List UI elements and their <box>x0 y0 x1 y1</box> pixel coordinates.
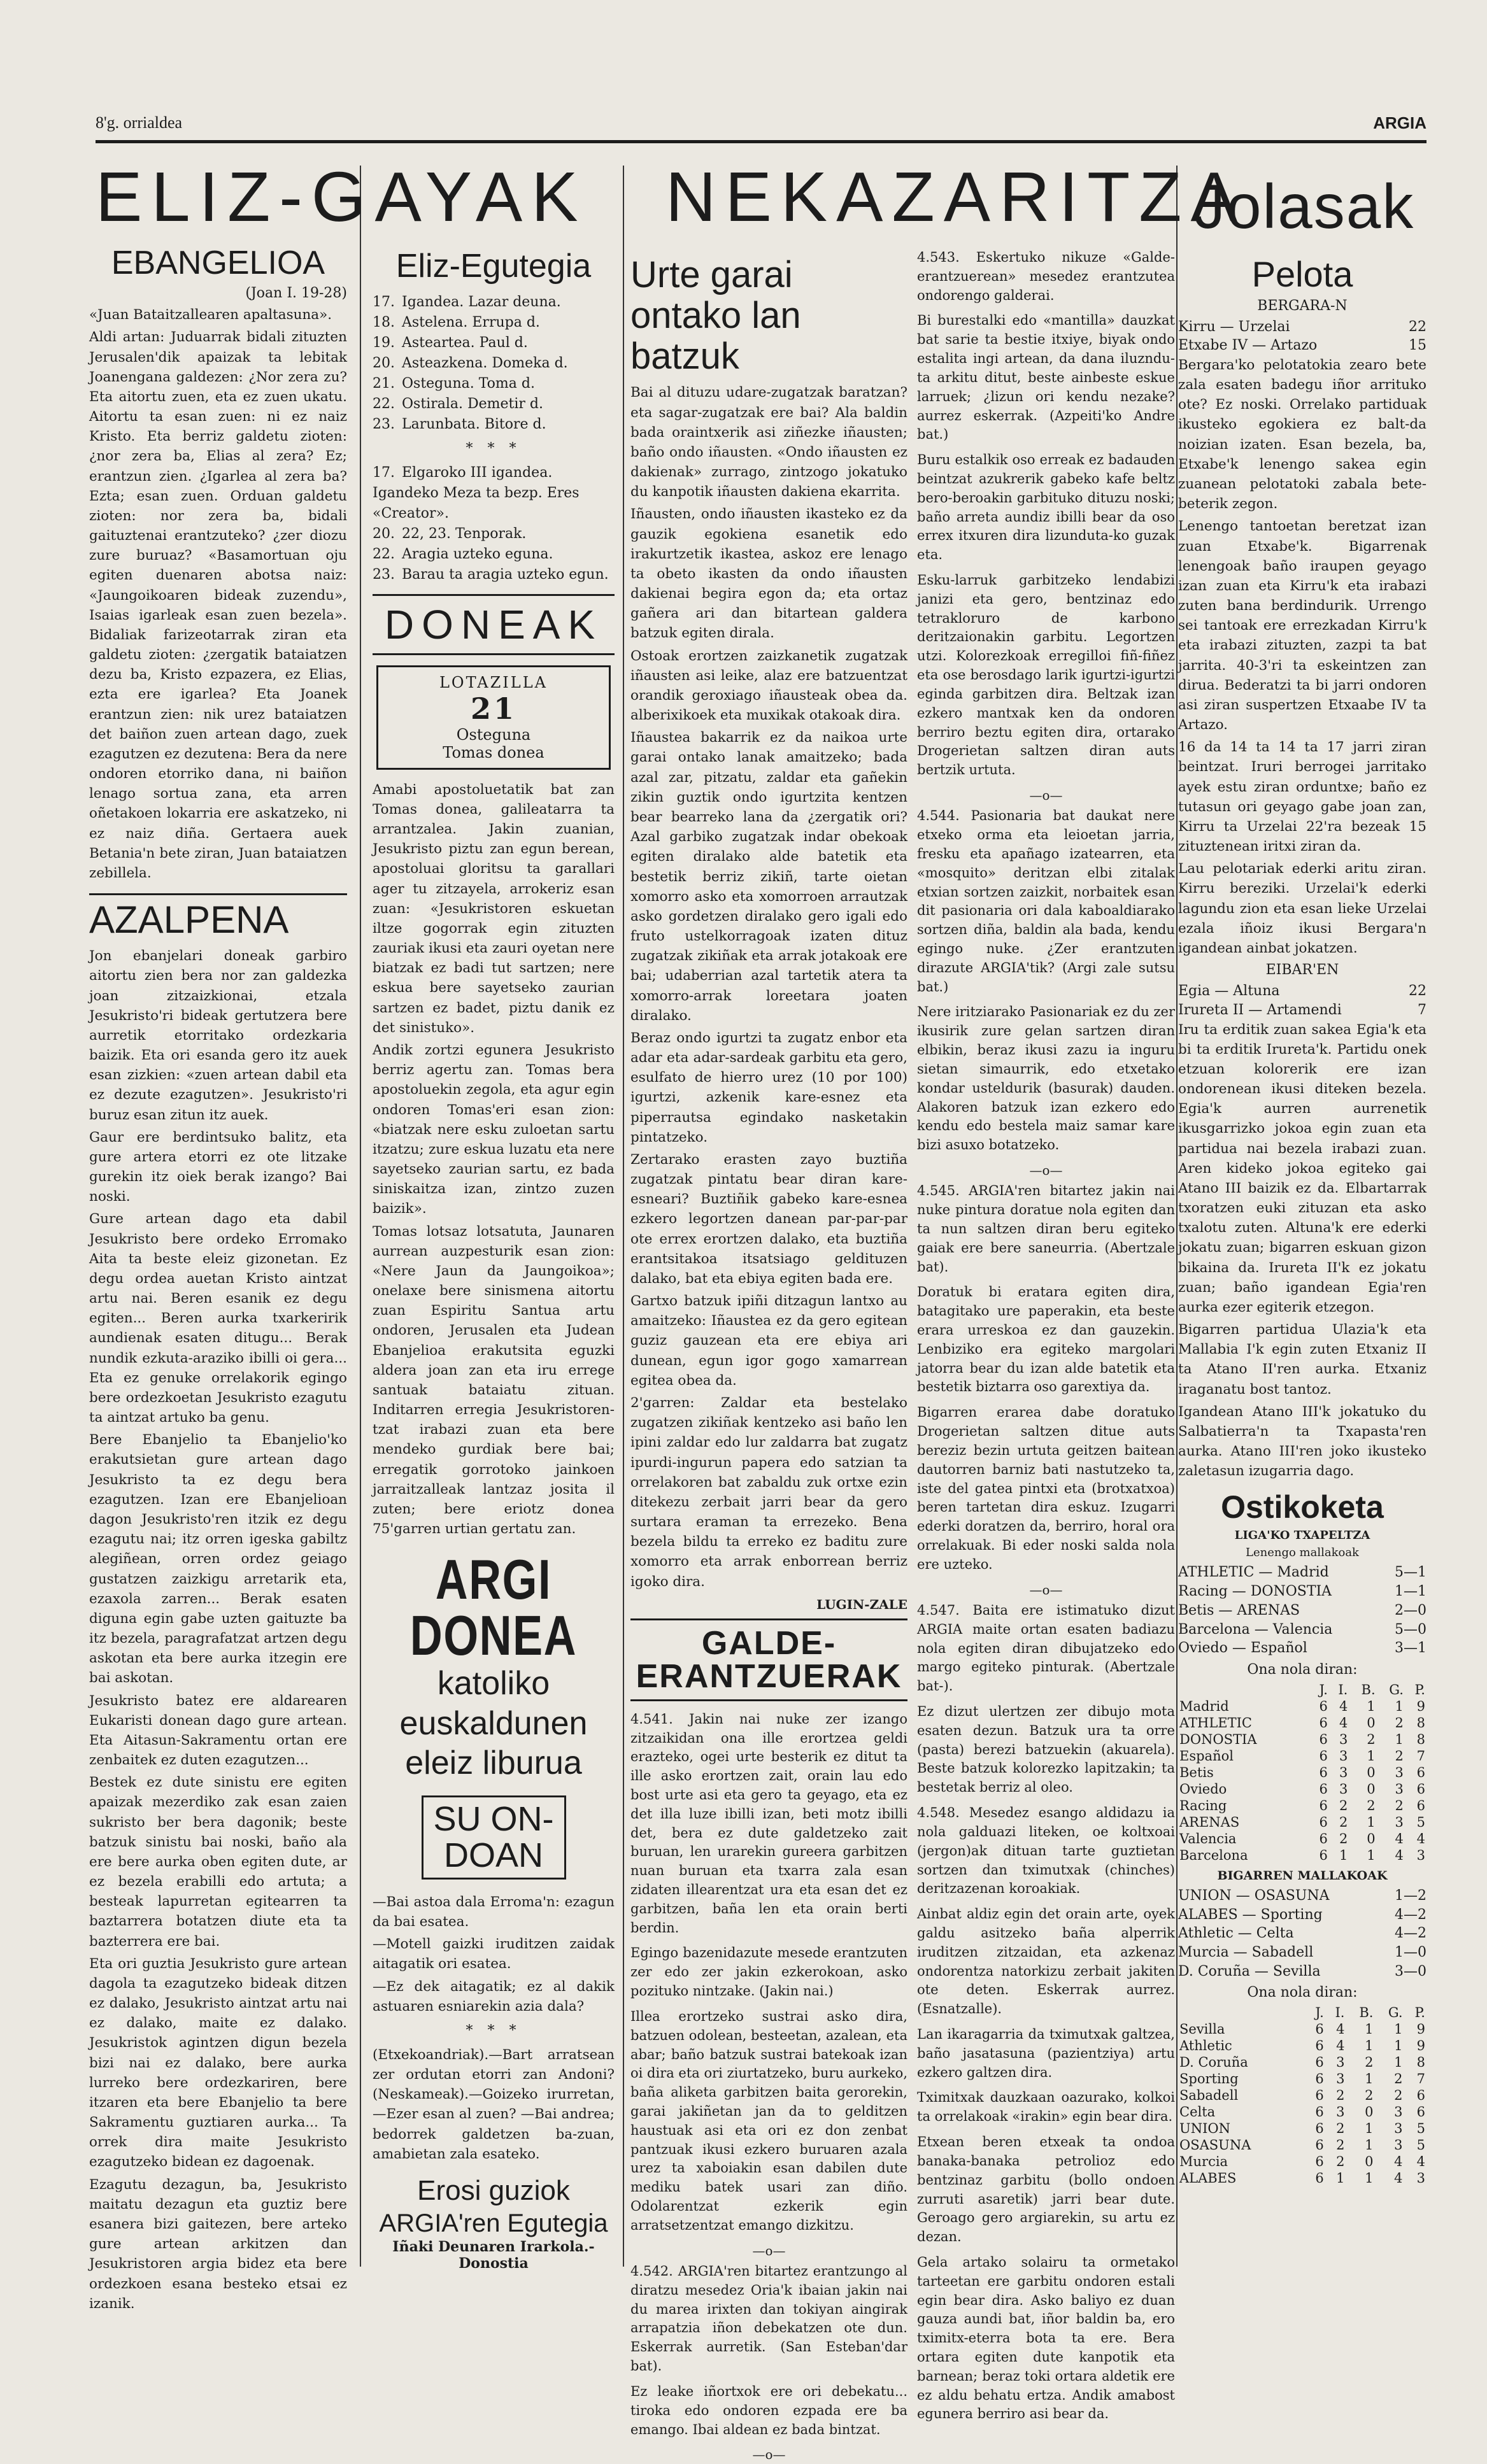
table-cell: Barcelona <box>1179 1847 1248 1863</box>
table-cell: 4 <box>1339 1715 1348 1731</box>
table-cell: Español <box>1179 1748 1234 1764</box>
table-row <box>1178 2037 1427 2054</box>
table-cell: 6 <box>1315 2154 1324 2170</box>
qa-list-2: 4.543. Eskertuko nikuze «Galde-erantzuerean» mesedez erantzutea ondorengo galderai. Bi burestalki edo «mantilla» dauzkat bat sarie ta bestie itxiye, biyak ondo estalita ingi artean, da dana iluzndu-ta arkitu ditut, beste ainbeste eskue larruek; ¿lizun ori kendu nezake? aurrez eskerrak. (Azpeiti'ko Andre bat.) Buru estalkik oso erreak ez badauden beintzat azukrerik gabeko kafe beltz bero-beroakin garbituko dituzu noski; baño arreta aundiz ibilli bear da oso errex itxuren dira lizunduta-ko guzak eta. Esku-larruk garbitzeko lendabizi janizi eta gero, bentzinaz edo tetrakloruro de karbono deritzaionakin garbitu. Legortzen utzi. Kolorezkoak erregilloi fiñ-fiñez eta ose berosdago larik igurtzi-igurtzi eginda garbitzen dira. Beltzak izan ezkero mantxak ken da ondoren berriro beztu egiten dira, ortarako Drogerietan saltzen diran auts bertzik urtuta. —o— 4.544. Pasionaria bat daukat nere etxeko orma eta leioetan jarria, fresku eta apañago izatearren, eta «mosquito» deritzan elbi zitalak etxian sortzen zaizkit, norbaitek esan dit pasionaria ori dala kaboaldiarako sortzen diña, baldin ala bada, kendu egingo nuke. ¿Zer erantzuten dirazute ARGIA'tik? (Argi zale sutsu bat.) Nere iritziarako Pasionariak ez du zer ikusirik zure gelan sartzen diran elbikin, beraz ikusi zazu ia inguru sietan simaurrik, edo etxetako kondar usteldurik (basurak) dauden. Alakoren batzuk izan ezkero edo kendu edo bestela maiz samar kare bizi asuxo botatzeko. —o— 4.545. ARGIA'ren bitartez jakin nai nuke pintura doratue nola egiten dan ta nun saltzen diran beru egiteko gaiak ere bere saneurria. (Abertzale bat). Doratuk bi eratara egiten dira, batagitako ure paperakin, eta beste erara urreskoa ez dan gauzekin. Lenbiziko era egiteko margolari jatorra bear du izan alde batetik eta bestetik biztarra oso garextiya da. Bigarren erarea dabe doratuko Drogerietan saltzen ditue auts bereziz bezin urtuta geitzen baitean dautorren barniz bati nastutzeko ta, iste del gatea pintxi eta (brotxatxoa) beren tartetan dira eskuz. Izugarri ederki doratzen da, berriro, horal ora orrelakuak. Bi eder noski salda nola ere uzteko. —o— 4.547. Baita ere istimatuko dizut ARGIA maite ortan esaten badiazu nola egiten diran dibujatzeko edo margo egiteko pinturak. (Abertzale bat-). Ez dizut ulertzen zer dibujo mota esaten dezun. Batzuk ura ta orre (pasta) berezi batzuekin (akuarela). Beste batzuk kolorezko lapitzakin; ta bestetak berriz al oleo. 4.548. Mesedez esango aldidazu ia nola galduazi liteken, oe koltxoai (jergon)ak dituan tarte guztietan sortzen dan tximutxak (chinches) deritzazenan koroakiak. Ainbat aldiz egin det orain arte, oyek galdu asitzeko baña alperrik iruditzen zitzaidan, eta azkenaz ondorentza natorkizu zerbait jakiten ote deten. Eskerrak aurrez. (Esnatzalle). Lan ikaragarria da tximutxak galtzea, baño jasatasuna (pazientziya) artu ezkero galtzen dira. Tximitxak dauzkaan oazurako, kolkoi ta orrelakoak «irakin» egin bear dira. Etxean beren etxeak ta ondoa banaka-banaka petrolioz edo bentzinaz garbitu (bollo ondoen zurruti asaretik) jarri bear dute. Geroago gero argiarekin, su artu ez dezan. Gela artako solairu ta ormetako tarteetan ere garbitu ondoren estali egin bear dira. Asko baliyo ez duan gauza aundi bat, iñor baldin ba, ero tximitx-eterra bota ta ere. Bera ortara egiten dute kanpotik eta barnean; beraz toki ortara aldetik ere ez aldu behatu ertza. Andik amabost egunera berriro asi bear da. <box>917 250 1175 2422</box>
liga-results <box>1178 1563 1427 1657</box>
table-cell: 2 <box>1394 2088 1403 2104</box>
result-row: ATHLETIC — Madrid 5—1 <box>1178 1564 1427 1581</box>
eibar-results <box>1178 982 1427 1019</box>
table-cell: 8 <box>1416 1715 1425 1731</box>
table-cell: ARENAS <box>1179 1814 1240 1830</box>
table-cell: 1 <box>1367 1748 1376 1764</box>
liga-subtitle: Lenengo mallakoak <box>1246 1546 1359 1560</box>
calendar-item: 22. Aragia uzteko eguna. <box>373 546 553 562</box>
coming-soon-box: SU ON- DOAN <box>422 1795 566 1879</box>
joke-2: (Etxekoandriak).—Bart arratsean zer ordutan etorri zan Andoni? (Neskameak).—Goizeko irurretan, —Ezer esan al zuen? —Bai andrea; bedorrek galdetzen ba-zuan, amabietan zala esateko. <box>373 2046 615 2162</box>
table-cell: 4 <box>1394 2154 1403 2170</box>
table-header-cell: J. <box>1315 2005 1324 2021</box>
table-cell: 6 <box>1319 1715 1328 1731</box>
table-cell: 6 <box>1319 1830 1328 1846</box>
table-cell: Murcia <box>1179 2154 1228 2170</box>
table-cell: 6 <box>1416 2104 1425 2120</box>
calendar-item: 20. Asteazkena. Domeka d. <box>373 355 568 371</box>
table-cell: 1 <box>1365 2137 1374 2153</box>
table-cell: 6 <box>1319 1797 1328 1813</box>
table-cell: 6 <box>1319 1731 1328 1747</box>
table-cell: 6 <box>1315 2071 1324 2087</box>
table-cell: 6 <box>1416 1781 1425 1797</box>
table-cell: 2 <box>1395 1748 1404 1764</box>
table-header-cell: B. <box>1361 1682 1376 1697</box>
result-row: Etxabe IV — Artazo 15 <box>1178 337 1427 354</box>
galde-erantzuerak-heading-box: GALDE-ERANTZUERAK <box>630 1618 907 1701</box>
nekazaritza-heading: NEKAZARITZA <box>665 158 1246 236</box>
table-cell: 8 <box>1416 1731 1425 1747</box>
table-cell: 4 <box>1394 2170 1403 2186</box>
column-divider <box>623 166 624 2267</box>
calendar-item: 22. Ostirala. Demetir d. <box>373 395 543 412</box>
result-row: Athletic — Celta 4—2 <box>1178 1925 1427 1942</box>
table-cell: 1 <box>1339 1847 1348 1863</box>
table-cell: 2 <box>1339 1830 1348 1846</box>
table-cell: 4 <box>1416 2154 1425 2170</box>
jokes: —Bai astoa dala Erroma'n: ezagun da bai esatea. —Motell gaizki iruditzen zaidak aitagatik ori esatea. —Ez dek aitagatik; ez al dakik astuaren esniarekin azia dala? <box>373 1894 615 2014</box>
calendar-list-2 <box>373 463 615 584</box>
table-header-cell: G. <box>1388 2005 1403 2021</box>
table-cell: 2 <box>1395 1797 1404 1813</box>
table-cell: 2 <box>1336 2154 1345 2170</box>
table-cell: 1 <box>1367 1814 1376 1830</box>
calendar-item: 20. 22, 23. Tenporak. <box>373 526 527 542</box>
table2-title: Ona nola diran: <box>1247 1985 1358 2001</box>
table-header-cell: P. <box>1414 1682 1425 1697</box>
column-jolasak <box>1178 255 1427 2292</box>
table-cell: 8 <box>1416 2055 1425 2071</box>
table-cell: 1 <box>1394 2038 1403 2054</box>
table-header-cell: I. <box>1335 2005 1345 2021</box>
table-cell: 1 <box>1365 2121 1374 2137</box>
pelota-heading: Pelota <box>1251 254 1353 294</box>
table-cell: 6 <box>1319 1814 1328 1830</box>
table-cell: 3 <box>1336 2071 1345 2087</box>
table-header-cell: I. <box>1338 1682 1348 1697</box>
table-cell: Celta <box>1179 2104 1216 2120</box>
table-row <box>1178 1781 1427 1797</box>
result-row: Murcia — Sabadell 1—0 <box>1178 1944 1427 1960</box>
column-divider <box>360 166 361 2267</box>
table-cell: 6 <box>1416 1797 1425 1813</box>
table-cell: 2 <box>1339 1814 1348 1830</box>
table-row <box>1178 1715 1427 1731</box>
table-header-cell <box>1178 1682 1311 1698</box>
calendar-item: 19. Asteartea. Paul d. <box>373 334 528 351</box>
table-cell: 1 <box>1367 1847 1376 1863</box>
table-cell: Oviedo <box>1179 1781 1227 1797</box>
table-cell: 6 <box>1416 2088 1425 2104</box>
result-row: Egia — Altuna 22 <box>1178 983 1427 1000</box>
ad-subtitle: katoliko euskaldunen eleiz liburua <box>399 1665 588 1782</box>
table-cell: 2 <box>1394 2071 1403 2087</box>
table-cell: 6 <box>1315 2055 1324 2071</box>
doneak-heading: DONEAK <box>373 594 615 655</box>
article-headline: Urte garai ontako lan batzuk <box>630 254 801 377</box>
qa-list: 4.541. Jakin nai nuke zer izango zitzaikidan ona ille erortzea geldi erazteko, ogei urte besterik ez ditut ta ille asko erortzen zait, orain lau edo bost urte asi eta gero ta geyago, eta ez det illa luze ibilli izan, beti motz ibilli det, bera ez dute galdetzeko zait buruan, len urarekin gureera garbitzen nuan buruan eta txarra zala esan zidaten illearentzat ura eta esan det ez garbitzen, baña len eta orain berti berdin. Egingo bazenidazute mesede erantzuten zer edo zer jakin ezkerokoan, asko pozituko nintzake. (Jakin nai.) Illea erortzeko sustrai asko dira, batzuen odolean, besteetan, azalean, eta abar; baño batzuk sustrai batekoak izan oi dira eta ori ziurtatzeko, buru aurkeko, baña aliketa garbitzen baita gerorekin, garai jakiñetan jan da to gelditzen haustuak asi eta ori ez don zenbat pantzuak ikusi ezkero buruaren azala urez ta xaboiakin esan dabilen dute mediku batek usari zan diño. Odolarentzat ezkerik egin arratsetzentzat emango dizkitzu. —o— 4.542. ARGIA'ren bitartez erantzungo al diratzu mesedez Oria'k ibaian jakin nai du marea irixten dan tokiyan aingirak arrapatzia iñon debekatzen ote dun. Eskerrak aurretik. (San Esteban'dar bat). Ez leake iñortxok ere ori debekatu... tiroka edo ondoren ezpada ere ba emango. Ibai aldean ez bada bintzat. —o— <box>630 1711 908 2463</box>
table-cell: 6 <box>1315 2170 1324 2186</box>
table-cell: 4 <box>1336 2038 1345 2054</box>
table-cell: 4 <box>1395 1847 1404 1863</box>
result-row: D. Coruña — Sevilla 3—0 <box>1178 1963 1427 1979</box>
calendar-item: 17. Igandea. Lazar deuna. <box>373 294 561 311</box>
saint-name: Tomas donea <box>443 743 544 761</box>
table-cell: ALABES <box>1179 2170 1237 2186</box>
table-cell: 7 <box>1416 2071 1425 2087</box>
calendar-item: 23. Barau ta aragia uzteko egun. <box>373 566 609 583</box>
table-cell: 3 <box>1394 2121 1403 2137</box>
column-qa <box>917 248 1175 2422</box>
pelota-results <box>1178 318 1427 355</box>
table-cell: 5 <box>1416 2121 1425 2137</box>
table-cell: 7 <box>1416 1748 1425 1764</box>
table-header-cell <box>1178 2004 1306 2021</box>
table-header-cell: J. <box>1319 1682 1328 1697</box>
table-cell: Sevilla <box>1179 2021 1225 2037</box>
table-row <box>1178 1847 1427 1864</box>
result-row: Betis — ARENAS 2—0 <box>1178 1602 1427 1618</box>
table-cell: 6 <box>1315 2088 1324 2104</box>
table-cell: 2 <box>1365 2055 1374 2071</box>
table-row <box>1178 2021 1427 2037</box>
table-row <box>1178 1797 1427 1814</box>
calendar-item: 18. Astelena. Errupa d. <box>373 315 540 331</box>
table-cell: 3 <box>1395 1814 1404 1830</box>
result-row: Kirru — Urzelai 22 <box>1178 318 1427 335</box>
table-cell: 6 <box>1315 2121 1324 2137</box>
pelota-location: BERGARA-N <box>1257 297 1348 314</box>
calendar-item: 17. Elgaroko III igandea. Igandeko Meza ta bezp. Eres «Creator». <box>373 465 580 522</box>
table-cell: 0 <box>1367 1830 1376 1846</box>
table-cell: 2 <box>1395 1715 1404 1731</box>
table-cell: 3 <box>1394 2104 1403 2120</box>
table-row <box>1178 1764 1427 1781</box>
table-cell: 1 <box>1395 1731 1404 1747</box>
table-header-cell: G. <box>1389 1682 1404 1697</box>
table-cell: 6 <box>1319 1847 1328 1863</box>
table-row <box>1178 2137 1427 2153</box>
argi-donea-ad <box>373 1548 615 1880</box>
table-cell: 0 <box>1367 1715 1376 1731</box>
result-row: Barcelona — Valencia 5—0 <box>1178 1621 1427 1638</box>
table-row <box>1178 2087 1427 2104</box>
table-cell: 3 <box>1339 1764 1348 1780</box>
table-cell: 3 <box>1416 2170 1425 2186</box>
table-cell: 9 <box>1416 2038 1425 2054</box>
table-cell: 1 <box>1365 2170 1374 2186</box>
saint-weekday: Osteguna <box>456 725 531 744</box>
header-rule <box>96 140 1427 143</box>
table-cell: 6 <box>1319 1698 1328 1714</box>
table-cell: 1 <box>1394 2055 1403 2071</box>
table-cell: 3 <box>1416 1847 1425 1863</box>
table-cell: 3 <box>1336 2055 1345 2071</box>
table-cell: 0 <box>1367 1781 1376 1797</box>
table-header-cell: P. <box>1414 2005 1425 2021</box>
table-cell: 3 <box>1394 2137 1403 2153</box>
bigarren-results <box>1178 1887 1427 1981</box>
eibar-report: Iru ta erditik zuan sakea Egia'k eta bi ta erditik Irureta'k. Partidu onek etzuan kolorerik ere izan ondorenean ikusi diteken bezela. Egia'k aurren aurrenetik ikusgarrizko jokoa egin zuan eta partidua nai bezela irabazi zuan. Aren kideko jokoa egiteko gai Atano III baizik ez da. Elbartarrak txoratzen euki zituzan eta asko txalotu zuten. Altuna'k ere ederki jokatu zuan; bigarren eskuan gizon bikaina da. Irureta II'k ez jokatu zuan; baño igandean Egia'ren aurka ezer egiterik etzegon. Bigarren partidua Ulazia'k eta Mallabia I'k egin zuten Etxaniz II ta Atano II'ren aurka. Etxaniz iraganatu bost tantoz. Igandean Atano III'k jokatuko du Salbatierra'n ta Txapasta'ren aurka. Atano III'ren joko ikusteko zaletasun izugarria dago. <box>1178 1021 1427 1480</box>
table-cell: Athletic <box>1179 2038 1232 2054</box>
table1-title: Ona nola diran: <box>1247 1661 1358 1678</box>
result-row: ALABES — Sporting 4—2 <box>1178 1906 1427 1923</box>
table-cell: 6 <box>1319 1781 1328 1797</box>
table-cell: 3 <box>1339 1731 1348 1747</box>
table-header-row <box>1178 1682 1427 1698</box>
egutegia-heading: Eliz-Egutegia <box>395 248 592 285</box>
table-row <box>1178 2104 1427 2120</box>
eibar-heading: EIBAR'EN <box>1265 962 1339 979</box>
azalpena-heading: AZALPENA <box>89 893 347 941</box>
saint-text: Amabi apostoluetatik bat zan Tomas donea, galileatarra ta arrantzalea. Jakin zuanian, Jesukristo piztu zan egun berean, apostoluai gloritsu ta garallari ager tu zitzayela, arrokeriz esan zuan: «Jesukristoren eskuetan iltze gogorrak egin zituzten zauriak ikusi eta zauri oyetan nere biatzak ez badi tut sartzen; nere eskua bere sayetseko zaurian sartzen ez badet, piztu danik ez det sinistuko». Andik zortzi egunera Jesukristo berriz agertu zan. Tomas bera apostoluekin zegola, eta agur egin ondoren Tomas'eri esan zion: «biatzak nere esku zuloetan sartu itzatzu; zure eskua luzatu eta nere sayetseko zaurian sartu, ez bada siniskaitza izan, zintzo zuzen baizik». Tomas lotsaz lotsatuta, Jaunaren aurrean auzpesturik esan zion: «Nere Jaun da Jaungoikoa»; onelaxe bere sinismena aitortu zuan Espiritu Santua artu ondoren, Jerusalen eta Judean Ebanjelioa erakutsita eguzki aldera joan zan eta iru errege santuak bataiatu zituan. Inditarren erregia Jesukristoren-tzat irabazi zuan eta bere mendeko gurdiak bere bai; erregatik gorrotoko jainkoen jarraitzalleak lantzaz josita il zuten; bere eriotz donea 75'garren urtian gertatu zan. <box>373 781 615 1538</box>
table-cell: 6 <box>1315 2104 1324 2120</box>
table-cell: 4 <box>1416 1830 1425 1846</box>
table-cell: 0 <box>1367 1764 1376 1780</box>
table-cell: Valencia <box>1179 1830 1237 1846</box>
table-row <box>1178 2153 1427 2170</box>
table-cell: DONOSTIA <box>1179 1731 1257 1747</box>
separator-stars: * * * <box>466 441 522 457</box>
liga-title: LIGA'KO TXAPELTZA <box>1234 1529 1370 1543</box>
gospel-reference: (Joan I. 19-28) <box>245 285 347 302</box>
table-cell: 5 <box>1416 2137 1425 2153</box>
pelota-report: Bergara'ko pelotatokia zearo bete zala esaten badegu iñor arrituko ote? Ez noski. Orrelako partiduak ikusteko egokiera ez balt-da noizian izaten. Esan bezela, ba, Etxabe'k lenengo sakea egin zuanean pelotatoki zabala bete-beterik zegon. Lenengo tantoetan beretzat izan zuan Etxabe'k. Bigarrenak lenengoak baño iraupen geyago izan zuan eta Kirru'k eta irabazi zuten bana berdindurik. Urrengo sei tantoak ere errezkadan Kirru'k eta irabazi zituzten, zazpi ta bat jarrita. 40-3'ri ta eskeintzen zan dirua. Bederatzi ta bi jarri ondoren asi ziran suspertzen Etxaabe IV ta Artazo. 16 da 14 ta 14 ta 17 jarri ziran beintzat. Iruri berrogei jarritako ayek estu ziran orduntxe; baño ez tutasun ori geyago gabe joan zan, Kirru ta Urzelai 22'ra bezeak 15 zituztenean iritxi ziran da. Lau pelotariak ederki aritu ziran. Kirru bereziki. Urzelai'k ederki lagundu zion eta esan lieke Urzelai ezala iñoiz ikusi Bergara'n igandean ainbat jokatzen. <box>1178 357 1427 956</box>
table-row <box>1178 2170 1427 2186</box>
table-cell: 2 <box>1336 2137 1345 2153</box>
table-cell: 9 <box>1416 1698 1425 1714</box>
table-row <box>1178 1814 1427 1830</box>
table-cell: UNION <box>1179 2121 1230 2137</box>
saint-month: LOTAZILLA <box>439 673 548 691</box>
table-cell: 6 <box>1315 2021 1324 2037</box>
result-row: UNION — OSASUNA 1—2 <box>1178 1887 1427 1904</box>
table-header-cell: B. <box>1359 2005 1374 2021</box>
column-divider <box>1176 166 1178 2267</box>
table-cell: 1 <box>1365 2038 1374 2054</box>
table-cell: 1 <box>1365 2021 1374 2037</box>
table-cell: 2 <box>1336 2088 1345 2104</box>
article-text: Bai al dituzu udare-zugatzak baratzan? eta sagar-zugatzak ere bai? Ala baldin bada oraintxerik asi ziñezke iñausten; baño ondo iñausten. «Ondo iñausten ez dakienak» zurrago, zintzogo jokatuko du kanpotik iñausten dakiena ekarrita. Iñausten, ondo iñausten ikasteko ez da gauzik egokiena esanetik edo irakurtzetik ikastea, askoz ere lenago ta obeto ikasten da ondo iñausten dakienai begira egon da; eta ortaz gañera ari dan bitartean galdera batzuk egiten dirala. Ostoak erortzen zaizkanetik zugatzak iñausten asi leike, alaz ere batzuentzat orandik geroxiago iñausteak obea da. alberixikoek eta muxikak otakoak dira. Iñaustea bakarrik ez da naikoa urte garai ontako lanak amaitzeko; bada azal zar, pitzatu, zaldar eta gañekin zikin guztik ondo igurtzita kentzen bear bearreko lana da ¿zergatik ori? Azal garbiko zugatzak indar obekoak egiten diralako alde batetik eta bestetik berriz zikiñ, tarte oietan xomorro asko eta xomorroen arrautzak asko gordetzen diralako gero igali edo fruto ustelkorragoak izaten dituz zugatzak zikiñak eta arrak jotakoak ere bai; udaberrian azal tartetik atera ta xomorro-arrak loreetara joaten diralako. Beraz ondo igurtzi ta zugatz enbor eta adar eta adar-sardeak garbitu eta gero, esulfato de hierro urez (10 por 100) igurtzi, azkenik kare-esnez eta piperrautsa egindako nasketakin pintatzeko. Zertarako erasten zayo buztiña zugatzak pintatu bear diran kare-esneari? Buztiñik gabeko kare-esnea ezkero legortzen danean par-par-par ote errex erortzen dalako, eta buztiña erantsitakoa itsatsiago geldituzen dalako, bat eta ebiya egiten bada ere. Gartxo batzuk ipiñi ditzagun lantxo au amaitzeko: Iñaustea ez da gero egitean guziz gauzean eta ere ebiya ari dunean, egun igor gogo xamarrean egitea obea da. 2'garren: Zaldar eta bestelako zugatzen zikiñak kentzeko asi baño len ipini zaldar edo lur zaldarra bat zugatz ipurdi-ingurun papera edo satzian ta orrelakoren bat zabaldu zuk ortxe ezin ditekezu zerbait jarri bear da gero surtara eraman ta errezeko. Bena bezela bildu ta erreko ez baditu zure xomorro eta arrak enborrean berriz igoko dira. <box>630 385 907 1590</box>
ad-title: ARGI DONEA <box>409 1548 578 1667</box>
table-row <box>1178 2120 1427 2137</box>
result-row: Irureta II — Artamendi 7 <box>1178 1002 1427 1018</box>
page-number: 8'g. orrialdea <box>96 113 183 132</box>
saint-day: 21 <box>470 691 516 726</box>
table-cell: 4 <box>1336 2021 1345 2037</box>
table-cell: D. Coruña <box>1179 2055 1248 2071</box>
table-cell: 4 <box>1339 1698 1348 1714</box>
separator-stars: * * * <box>466 2022 522 2039</box>
table-row <box>1178 1698 1427 1715</box>
table-cell: 1 <box>1394 2021 1403 2037</box>
table-cell: ATHLETIC <box>1179 1715 1252 1731</box>
table-cell: Sabadell <box>1179 2088 1239 2104</box>
table-header-row <box>1178 2004 1427 2021</box>
table-cell: 2 <box>1339 1797 1348 1813</box>
table-cell: 2 <box>1365 2088 1374 2104</box>
calendar-list <box>373 292 615 434</box>
calendar-item: 23. Larunbata. Bitore d. <box>373 416 546 432</box>
standings-table-2 <box>1178 2004 1427 2186</box>
article-signature: LUGIN-ZALE <box>816 1596 907 1612</box>
table-cell: 6 <box>1319 1764 1328 1780</box>
table-cell: 4 <box>1395 1830 1404 1846</box>
saint-box <box>376 665 611 770</box>
table-cell: 1 <box>1395 1698 1404 1714</box>
masthead: ARGIA <box>1373 113 1427 132</box>
table-cell: 2 <box>1367 1797 1376 1813</box>
table-cell: 1 <box>1336 2170 1345 2186</box>
result-row: Oviedo — Español 3—1 <box>1178 1640 1427 1657</box>
azalpena-text: Jon ebanjelari doneak garbiro aitortu zien bera nor zan galdezka joan zitzaizkionai, etzala Jesukristo'ri bideak gertutzera bere aurretik etorritako ordezkaria baizik. Eta ori esanda gero itz auek esan zizkien: «zuen artean dabil eta ez dezute ezagutzen». Jesukristo'ri buruz esan zitun itz auek. Gaur ere berdintsuko balitz, eta gure artera etorri ez ote litzake gurekin itz oiek berak izango? Bai noski. Gure artean dago eta dabil Jesukristo bere ordeko Erromako Aita ta beste eleiz gizonetan. Ez degu ordea auetan Kristo aintzat artu nai. Beren esanik ez degu egiten... Beren aurka txarkeririk aundienak esaten ditugu... Berak nundik ezkuta-araziko ibilli oi gera... Eta ez genuke orrelakorik egingo bere ordezkoetan Jesukristo ezagutu ta aintzat artuko ba genu. Bere Ebanjelio ta Ebanjelio'ko erakutsietan gure artean dago Jesukristo ta ez degu bera ezagutzen. Izan ere Ebanjelioan dagon Jesukristo'ren itzik ez degu ezagutu nai; itz orren igeska gabiltz alegiñean, orren ordez geiago gustatzen zaizkigu arretarik eta, ezaxola zarren... Berak esaten diguna egin gabe uzten gaituzte ba itz bezela, paragrafatzat artzen degu askotan eta bere aurka itzegin ere bai askotan. Jesukristo batez ere aldarearen Eukaristi donean dago gure artean. Eta Aitasun-Sakramentu ortan ere zenbaitek ez duten ezagutzen... Bestek ez dute sinistu ere egiten apaizak mezerdiko zak esan zaien sukristo ber bera dagonik; beste batzuk sinistu bai noski, baño ala ere bere aurka oben egiten dute, ar ez bezela erabilli edo artuta; a besteak lapurretan egitearren ta baztarrera botatzen diute eta ta bazterrera ere bai. Eta ori guztia Jesukristo gure artean dagola ta ezagutzeko bideak ditzen ez dalako, Jesukristo aintzat artu nai ez dalako, maite ez dalako. Jesukristok agintzen digun bezela bizi nai ez dalako, bere aurka lurreko bere ordezkariren, bere itzaren eta bere Ebanjelio ta bere Sakramentu guztiaren aurka... Ta orrek dira maite Jesukristo ezagutzeko bidean ez dagoenak. Ezagutu dezagun, ba, Jesukristo maitatu dezagun eta guztiz bere esanera bizi gaitezen, bere arteko gure artean arkitzen dan Jesukristoren argia bidez eta bere ordezkoen esana besteko etsai ez izanik. <box>89 948 347 2312</box>
column-eliz <box>89 244 347 2312</box>
table-row <box>1178 1748 1427 1764</box>
table-cell: Racing <box>1179 1797 1227 1813</box>
table-cell: 3 <box>1395 1781 1404 1797</box>
table-cell: 3 <box>1339 1748 1348 1764</box>
table-cell: 6 <box>1319 1748 1328 1764</box>
table-cell: 5 <box>1416 1814 1425 1830</box>
table-cell: 3 <box>1395 1764 1404 1780</box>
column-egutegia <box>373 248 615 2286</box>
table-cell: Betis <box>1179 1764 1214 1780</box>
table-cell: 1 <box>1365 2071 1374 2087</box>
eliz-gayak-heading: ELIZ-GAYAK <box>96 158 587 236</box>
table-cell: 1 <box>1367 1698 1376 1714</box>
table-cell: 3 <box>1336 2104 1345 2120</box>
table-cell: 0 <box>1365 2104 1374 2120</box>
table-cell: OSASUNA <box>1179 2137 1251 2153</box>
egutegia-ad: Erosi guziok ARGIA'ren Egutegia Iñaki Deunaren Irarkola.-Donostia <box>379 2174 608 2272</box>
table-cell: 0 <box>1365 2154 1374 2170</box>
table-cell: 9 <box>1416 2021 1425 2037</box>
table-cell: 6 <box>1315 2137 1324 2153</box>
standings-table-1 <box>1178 1682 1427 1864</box>
ostikoketa-heading: Ostikoketa <box>1221 1489 1384 1526</box>
table-row <box>1178 1830 1427 1847</box>
table-row <box>1178 2071 1427 2087</box>
gospel-text: «Juan Bataitzallearen apaltasuna». Aldi artan: Juduarrak bidali zituzten Jerusalen'dik apaizak ta lebitak Joanengana galdezen: ¿Nor zera zu? Eta aitortu zuen, eta ez zuen ukatu. Aitortu ta esan zuen: ni ez naiz Kristo. Eta berriz galdetu zioten: ¿nor zera ba, Elias al zera? Ez; erantzun zien. ¿Igarlea al zera ba? Ezta; esan zuen. Orduan galdetu zioten: nor zera ba, bidali gaituztenai erantzuteko? ¿zer diozu zure buruaz? «Basamortuan oju egiten duenaren abotsa naiz: «Jaungoikoaren bideak zuzendu», Isaias igarleak esan zuen bezela». Bidaliak farizeotarrak ziran eta galdetu zioten: ¿zergatik bataiatzen dezu ba, Kristo ezpazera, ez Elias, ezta ere igarlea? Eta Joanek erantzun zien: nik urez bataiatzen det baiñon zuen artean dago, zuek ezagutzen ez dezutena: Bera da nere ondoren etorriko dana, ni baiñon lenago sortua zana, eta arren oñetakoen lokarria ere askatzeko, ni ez naiz diña. Gertaera auek Betania'n bete ziran, Juan bataiatzen zebillela. <box>89 307 347 881</box>
calendar-item: 21. Osteguna. Toma d. <box>373 375 535 392</box>
bigarren-heading: BIGARREN MALLAKOAK <box>1217 1868 1388 1883</box>
table-cell: 2 <box>1336 2121 1345 2137</box>
ebangelioa-heading: EBANGELIOA <box>111 244 325 281</box>
jolasak-heading: Jolasak <box>1194 171 1415 241</box>
table-row <box>1178 2054 1427 2071</box>
table-cell: 6 <box>1416 1764 1425 1780</box>
column-nekazaritza <box>630 254 908 2463</box>
table-cell: Madrid <box>1179 1698 1229 1714</box>
table-cell: Sporting <box>1179 2071 1239 2087</box>
table-cell: 2 <box>1367 1731 1376 1747</box>
result-row: Racing — DONOSTIA 1—1 <box>1178 1583 1427 1600</box>
table-row <box>1178 1731 1427 1748</box>
table-cell: 3 <box>1339 1781 1348 1797</box>
table-cell: 6 <box>1315 2038 1324 2054</box>
